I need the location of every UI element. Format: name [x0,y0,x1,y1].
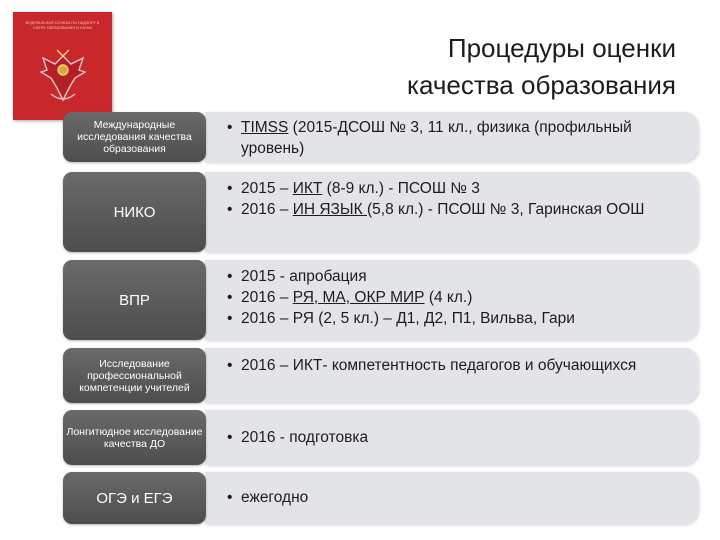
item-text: (2015-ДСОШ № 3, 11 кл., физика (профильный уровень) [241,119,632,157]
bullet-list [227,178,684,220]
bullet-list [227,427,684,448]
row-label: ВПР [119,291,150,309]
item-text: (8-9 кл.) - ПСОШ № 3 [322,180,480,197]
content-box [205,172,698,252]
row-niko [0,172,720,252]
item-text: (5,8 кл.) - ПСОШ № 3, Гаринская ООШ [366,201,645,218]
label-box [63,172,206,252]
label-box [63,410,206,465]
content-box [205,112,698,162]
content-box [205,472,698,524]
content-box [205,348,698,403]
label-box [63,112,206,162]
bullet-item [227,308,684,329]
label-box [63,260,206,340]
item-text: 2015 - апробация [241,268,367,285]
row-label: НИКО [113,203,156,221]
row-vpr [0,260,720,340]
item-text: 2016 – [241,289,293,306]
bullet-item [227,117,684,159]
eagle-emblem-icon [37,48,89,108]
row-label: Исследование профессиональной компетенции учителей [79,357,190,394]
bullet-item [227,427,684,448]
bullet-item [227,287,684,308]
bullet-list [227,487,684,508]
bullet-item [227,199,684,220]
label-box [63,472,206,524]
bullet-item [227,355,684,376]
highlight-text: ИН ЯЗЫК [292,201,367,218]
item-text: 2015 – [241,180,293,197]
highlight-text: TIMSS [241,119,289,136]
content-box [205,260,698,340]
title-line-1: Процедуры оценки [447,33,676,63]
item-text: ежегодно [241,489,309,506]
page-title [346,30,676,104]
row-label: Лонгитюдное исследование качества ДО [66,425,203,450]
item-text: 2016 – РЯ (2, 5 кл.) – Д1, Д2, П1, Вильва, Гари [241,310,575,327]
rosobrnadzor-logo [13,12,112,120]
row-label: ОГЭ и ЕГЭ [96,489,173,507]
row-longitudinal [0,410,720,465]
title-line-2: качества образования [407,70,676,100]
item-text: 2016 – ИКТ- компетентность педагогов и обучающихся [241,357,637,374]
bullet-item [227,178,684,199]
row-teacher-competence [0,348,720,403]
bullet-list [227,355,684,376]
label-box [63,348,206,403]
content-box [205,410,698,465]
highlight-text: ИКТ [292,180,323,197]
highlight-text: РЯ, МА, ОКР МИР [292,289,425,306]
row-international [0,112,720,162]
logo-text: ФЕДЕРАЛЬНАЯ СЛУЖБА ПО НАДЗОРУ В СФЕРЕ ОБРАЗОВАНИЯ И НАУКИ [25,21,100,30]
item-text: 2016 – [241,201,293,218]
item-text: 2016 - подготовка [241,429,369,446]
row-oge-ege [0,472,720,524]
bullet-item [227,266,684,287]
bullet-list [227,117,684,159]
bullet-list [227,266,684,329]
item-text: (4 кл.) [424,289,473,306]
bullet-item [227,487,684,508]
row-label: Международные исследования качества образования [77,119,192,155]
